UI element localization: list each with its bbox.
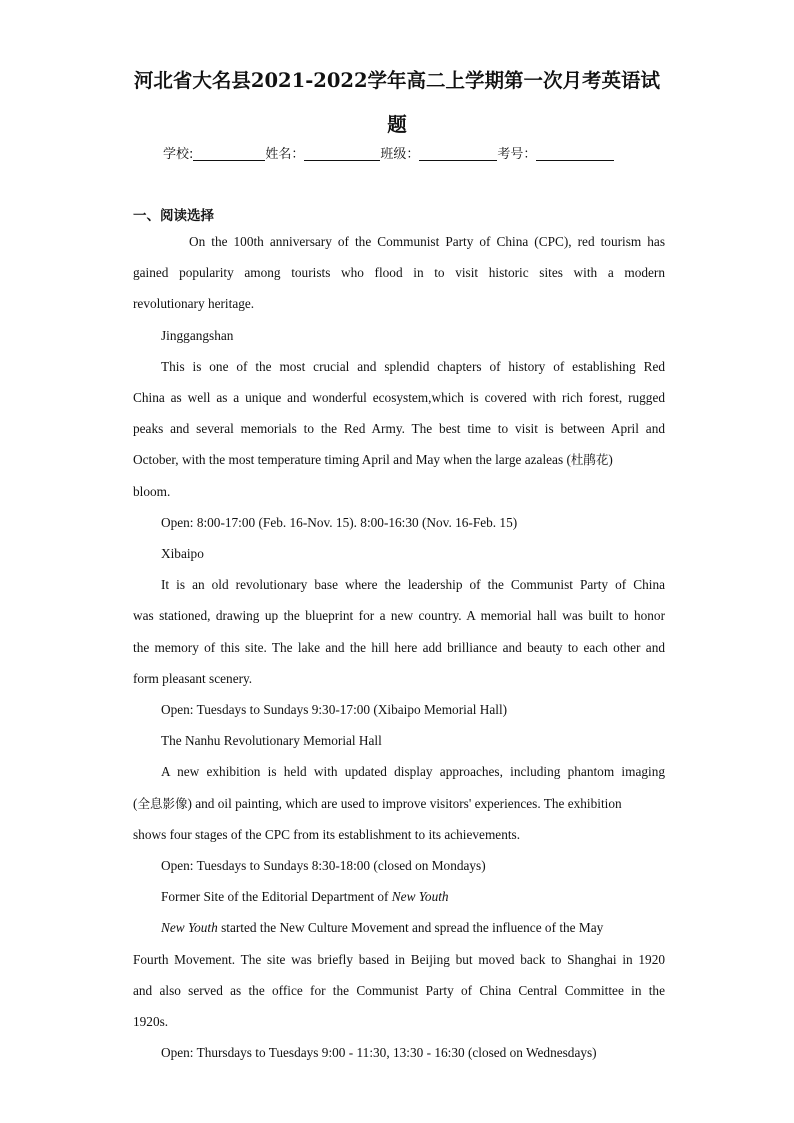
jinggangshan-line-3: peaks and several memorials to the Red Army. The best time to visit is between April and — [133, 421, 665, 436]
new-youth-hours: Open: Thursdays to Tuesdays 9:00 - 11:30, 13:30 - 16:30 (closed on Wednesdays) — [161, 1045, 597, 1060]
site-name-jinggangshan: Jinggangshan — [161, 328, 234, 343]
jinggangshan-line-4 — [133, 449, 665, 471]
new-youth-line-1-italic: New Youth — [161, 920, 218, 935]
id-label: 考号： — [497, 147, 537, 162]
exam-title-line-1: 河北省大名县2021-2022学年高二上学期第一次月考英语试 — [133, 69, 661, 92]
new-youth-title-italic: New Youth — [391, 889, 449, 904]
school-label: 学校: — [163, 147, 194, 162]
nanhu-line-1: A new exhibition is held with updated display approaches, including phantom imaging — [161, 764, 665, 779]
intro-line-2: gained popularity among tourists who flood in to visit historic sites with a modern — [133, 265, 665, 280]
intro-line-3: revolutionary heritage. — [133, 296, 255, 311]
section-heading: 一、阅读选择 — [133, 208, 214, 224]
new-youth-line-1 — [161, 917, 665, 939]
xibaipo-hours: Open: Tuesdays to Sundays 9:30-17:00 (Xibaipo Memorial Hall) — [161, 702, 508, 717]
nanhu-line-2-text: ) and oil painting, which are used to improve visitors' experiences. The exhibition — [187, 796, 622, 811]
nanhu-line-2 — [133, 793, 665, 815]
site-name-xibaipo: Xibaipo — [161, 546, 204, 561]
exam-title-line-2: 题 — [387, 113, 407, 136]
jinggangshan-line-4-close: ) — [608, 452, 613, 467]
nanhu-line-2-open: ( — [133, 796, 138, 811]
intro-line-1: On the 100th anniversary of the Communist Party of China (CPC), red tourism has — [189, 234, 665, 249]
jinggangshan-line-1: This is one of the most crucial and splendid chapters of history of establishing Red — [161, 359, 665, 374]
site-name-new-youth — [161, 886, 665, 908]
xibaipo-line-2: was stationed, drawing up the blueprint for a new country. A memorial hall was built to honor — [133, 608, 665, 623]
school-blank[interactable] — [193, 145, 265, 161]
xibaipo-line-4: form pleasant scenery. — [133, 671, 253, 686]
jinggangshan-line-4-text: October, with the most temperature timing April and May when the large azaleas ( — [133, 452, 571, 467]
azalea-chinese-term: 杜鹃花 — [570, 452, 609, 467]
xibaipo-line-3: the memory of this site. The lake and the hill here add brilliance and beauty to each other and — [133, 640, 665, 655]
jinggangshan-line-2: China as well as a unique and wonderful ecosystem,which is covered with rich forest, rugged — [133, 390, 665, 405]
student-info-row — [163, 145, 614, 165]
nanhu-hours: Open: Tuesdays to Sundays 8:30-18:00 (closed on Mondays) — [161, 858, 486, 873]
xibaipo-line-1: It is an old revolutionary base where the leadership of the Communist Party of China — [161, 577, 665, 592]
nanhu-line-3: shows four stages of the CPC from its establishment to its achievements. — [133, 827, 521, 842]
name-blank[interactable] — [304, 145, 380, 161]
id-blank[interactable] — [536, 145, 614, 161]
new-youth-line-2: Fourth Movement. The site was briefly based in Beijing but moved back to Shanghai in 1920 — [133, 952, 665, 967]
jinggangshan-hours: Open: 8:00-17:00 (Feb. 16-Nov. 15). 8:00-16:30 (Nov. 16-Feb. 15) — [161, 515, 518, 530]
class-label: 班级： — [380, 147, 420, 162]
name-label: 姓名： — [265, 147, 305, 162]
class-blank[interactable] — [419, 145, 497, 161]
new-youth-line-1-text: started the New Culture Movement and spread the influence of the May — [217, 920, 604, 935]
site-name-nanhu: The Nanhu Revolutionary Memorial Hall — [161, 733, 382, 748]
new-youth-line-3: and also served as the office for the Communist Party of China Central Committee in the — [133, 983, 665, 998]
jinggangshan-line-5: bloom. — [133, 484, 171, 499]
new-youth-line-4: 1920s. — [133, 1014, 169, 1029]
new-youth-title-prefix: Former Site of the Editorial Department of — [161, 889, 392, 904]
holography-chinese-term: 全息影像 — [137, 796, 188, 811]
